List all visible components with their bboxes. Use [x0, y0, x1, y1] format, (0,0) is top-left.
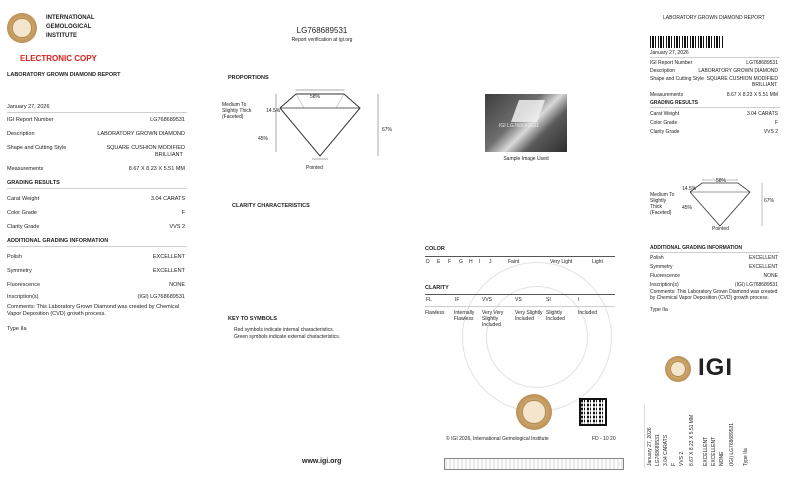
- color-grade-h: H: [469, 259, 473, 265]
- right-girdle-label-4: (Faceted): [650, 210, 672, 216]
- left-row-symmetry: Symmetry EXCELLENT: [7, 268, 185, 274]
- mini-type: Type IIa: [743, 448, 749, 466]
- qr-code-icon[interactable]: [579, 398, 607, 426]
- right-row-report-number: IGI Report Number LG768689531: [650, 60, 778, 66]
- clarity-word-vvs: Very Very Slightly Included: [482, 310, 504, 328]
- left-date: January 27, 2026: [7, 104, 50, 110]
- verification-text: Report verification at igi.org: [291, 37, 353, 43]
- crown-percent: 14.5%: [266, 108, 281, 114]
- right-row-polish: Polish EXCELLENT: [650, 255, 778, 261]
- right-date: January 27, 2026: [650, 50, 689, 56]
- color-word-very-light: Very Light: [550, 259, 573, 265]
- mini-inscription: (IGI) LG768689531: [729, 422, 735, 466]
- left-row-polish: Polish EXCELLENT: [7, 254, 185, 260]
- color-word-light: Light: [592, 259, 603, 265]
- left-row-description: Description LABORATORY GROWN DIAMOND: [7, 131, 185, 137]
- color-grade-e: E: [437, 259, 441, 265]
- mini-carat: 3.04 CARATS: [663, 434, 669, 466]
- institute-name-line-3: INSTITUTE: [46, 33, 77, 39]
- right-row-clarity: Clarity Grade VVS 2: [650, 129, 778, 135]
- clarity-code-fl: FL: [426, 297, 432, 303]
- website-link[interactable]: www.igi.org: [302, 458, 342, 465]
- left-comments-type: Type IIa: [7, 326, 27, 332]
- color-grade-d: D: [426, 259, 430, 265]
- igi-seal-icon: [7, 13, 37, 43]
- table-percent: 58%: [310, 94, 321, 100]
- right-row-color: Color Grade F: [650, 120, 778, 126]
- right-row-description: Description LABORATORY GROWN DIAMOND: [650, 68, 778, 74]
- electronic-copy-label: ELECTRONIC COPY: [20, 54, 97, 63]
- mini-clarity: VVS 2: [679, 451, 685, 466]
- security-strip: [444, 458, 624, 470]
- right-row-carat: Carat Weight 3.04 CARATS: [650, 111, 778, 117]
- depth-percent: 67%: [382, 127, 393, 133]
- right-culet-label: Pointed: [712, 226, 729, 232]
- right-girdle-label-3: Thick: [650, 204, 662, 210]
- right-row-measurements: Measurements 8.67 X 8.23 X 5.51 MM: [650, 92, 778, 98]
- right-grading-heading: GRADING RESULTS: [650, 100, 698, 106]
- clarity-code-si: SI: [546, 297, 551, 303]
- color-grade-f: F: [448, 259, 452, 265]
- left-row-carat: Carat Weight 3.04 CARATS: [7, 196, 185, 202]
- left-row-shape-cont: BRILLIANT: [155, 152, 183, 158]
- key-line-red: Red symbols indicate internal characteristics.: [234, 327, 335, 333]
- left-row-inscription: Inscription(s) (IGI) LG768689531: [7, 294, 185, 300]
- right-report-title: LABORATORY GROWN DIAMOND REPORT: [663, 15, 765, 21]
- left-row-clarity: Clarity Grade VVS 2: [7, 224, 185, 230]
- left-row-report-number: IGI Report Number LG768689531: [7, 117, 185, 123]
- sample-caption: Sample Image Used: [503, 156, 549, 162]
- clarity-word-if: Internally Flawless: [454, 310, 475, 322]
- right-row-inscription: Inscription(s) (IGI) LG768689531: [650, 282, 778, 288]
- right-pavilion-percent: 45%: [682, 205, 693, 211]
- left-report-title: LABORATORY GROWN DIAMOND REPORT: [7, 72, 121, 78]
- left-row-measurements: Measurements 8.67 X 8.23 X 5.51 MM: [7, 166, 185, 172]
- clarity-code-vvs: VVS: [482, 297, 493, 303]
- mini-color: F: [671, 462, 677, 466]
- right-girdle-label-1: Medium To: [650, 192, 675, 198]
- igi-seal-icon: [665, 356, 691, 382]
- mini-report-number: LG768689531: [655, 434, 661, 466]
- clarity-code-vs: VS: [515, 297, 522, 303]
- mini-date: January 27, 2026: [647, 427, 653, 466]
- color-grade-g: G: [459, 259, 463, 265]
- clarity-word-i: Included: [578, 310, 597, 316]
- mini-polish: EXCELLENT: [703, 436, 709, 466]
- mini-fluorescence: NONE: [719, 451, 725, 466]
- left-grading-heading: GRADING RESULTS: [7, 180, 60, 186]
- right-comments-type: Type IIa: [650, 307, 668, 313]
- clarity-word-fl: Flawless: [425, 310, 445, 316]
- culet-label: Pointed: [306, 165, 323, 171]
- proportions-heading: PROPORTIONS: [228, 75, 269, 81]
- clarity-word-vs: Very Slightly Included: [515, 310, 543, 322]
- left-additional-heading: ADDITIONAL GRADING INFORMATION: [7, 238, 109, 244]
- girdle-label-2: Slightly Thick: [222, 108, 252, 114]
- clarity-scale-heading: CLARITY: [425, 285, 449, 291]
- mini-symmetry: EXCELLENT: [711, 436, 717, 466]
- right-additional-heading: ADDITIONAL GRADING INFORMATION: [650, 245, 743, 251]
- sample-image: [485, 94, 567, 152]
- left-row-color: Color Grade F: [7, 210, 185, 216]
- key-line-green: Green symbols indicate external characteristics.: [234, 334, 341, 340]
- right-row-shape: Shape and Cutting Style SQUARE CUSHION MODIFIED: [650, 76, 778, 82]
- form-code: FD - 10 20: [592, 436, 616, 442]
- right-row-shape-cont: BRILLIANT: [752, 82, 778, 88]
- color-grade-i: I: [479, 259, 481, 265]
- clarity-word-si: Slightly Included: [546, 310, 565, 322]
- right-row-symmetry: Symmetry EXCELLENT: [650, 264, 778, 270]
- clarity-code-i: I: [578, 297, 580, 303]
- copyright-text: © IGI 2026, International Gemological Institute: [446, 436, 549, 442]
- igi-logo-text: IGI: [698, 354, 734, 381]
- girdle-label-1: Medium To: [222, 102, 247, 108]
- rotated-mini-report: [644, 404, 784, 468]
- color-grade-j: J: [489, 259, 492, 265]
- girdle-label-3: (Faceted): [222, 114, 244, 120]
- right-row-fluorescence: Fluorescence NONE: [650, 273, 778, 279]
- left-row-fluorescence: Fluorescence NONE: [7, 282, 185, 288]
- key-to-symbols-heading: KEY TO SYMBOLS: [228, 316, 278, 322]
- barcode-icon: [650, 36, 724, 48]
- sample-inscription: IGI LG768689531: [499, 123, 539, 129]
- color-scale-heading: COLOR: [425, 246, 445, 252]
- mini-measurements: 8.67 X 8.23 X 5.51 MM: [689, 414, 695, 466]
- clarity-code-if: IF: [455, 297, 460, 303]
- color-word-faint: Faint: [508, 259, 520, 265]
- institute-name-line-1: INTERNATIONAL: [46, 15, 95, 21]
- right-girdle-label-2: Slightly: [650, 198, 667, 204]
- right-crown-percent: 14.5%: [682, 186, 697, 192]
- igi-seal-icon: [516, 394, 552, 430]
- right-comments: Comments: This Laboratory Grown Diamond was created by Chemical Vapor Deposition (CVD) growth process.: [650, 289, 778, 301]
- left-row-shape: Shape and Cutting Style SQUARE CUSHION MODIFIED: [7, 145, 185, 151]
- left-comments: Comments: This Laboratory Grown Diamond was created by Chemical Vapor Deposition (CVD) growth process.: [7, 304, 179, 317]
- institute-name-line-2: GEMOLOGICAL: [46, 24, 92, 30]
- report-number-header: LG768689531: [296, 26, 348, 35]
- right-depth-percent: 67%: [764, 198, 775, 204]
- right-table-percent: 58%: [716, 178, 727, 184]
- pavilion-percent: 45%: [258, 136, 269, 142]
- clarity-characteristics-heading: CLARITY CHARACTERISTICS: [232, 203, 310, 209]
